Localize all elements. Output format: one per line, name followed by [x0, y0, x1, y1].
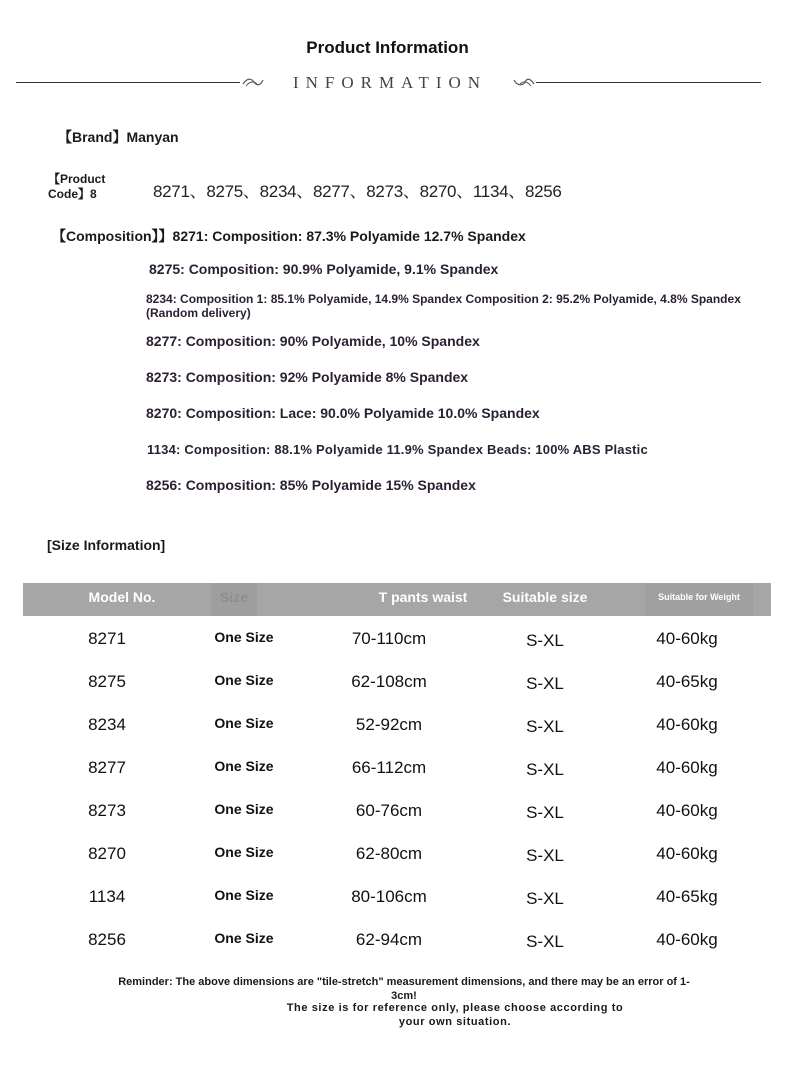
- cell-weight: 40-60kg: [656, 844, 718, 863]
- cell-model: 8271: [88, 629, 126, 648]
- cell-waist: 62-94cm: [355, 930, 423, 949]
- composition-heading: 【Composition】】8271: Composition: 87.3% Polyamide 12.7% Spandex: [52, 228, 526, 244]
- table-row: [23, 790, 771, 832]
- composition-line-1134: 1134: Composition: 88.1% Polyamide 11.9% Spandex Beads: 100% ABS Plastic: [147, 442, 648, 457]
- column-header-model: Model No.: [88, 589, 156, 605]
- cell-size: One Size: [214, 672, 274, 688]
- composition-line-8270: 8270: Composition: Lace: 90.0% Polyamide 10.0% Spandex: [146, 405, 540, 421]
- cell-weight: 40-60kg: [656, 758, 718, 777]
- product-code-label: 【Product Code】8: [48, 172, 106, 201]
- cell-waist: 70-110cm: [351, 629, 427, 648]
- column-header-size: Size: [211, 583, 257, 616]
- cell-suitable-size: S-XL: [526, 674, 564, 693]
- cell-model: 8256: [88, 930, 126, 949]
- brand-line: 【Brand】Manyan: [58, 129, 179, 145]
- cell-weight: 40-60kg: [656, 930, 718, 949]
- cell-size: One Size: [214, 930, 274, 946]
- cell-size: One Size: [214, 801, 274, 817]
- composition-line-8275: 8275: Composition: 90.9% Polyamide, 9.1% Spandex: [149, 261, 499, 277]
- cell-weight: 40-60kg: [656, 629, 718, 648]
- cell-waist: 62-108cm: [351, 672, 427, 691]
- table-row: [23, 661, 771, 703]
- table-row: [23, 704, 771, 746]
- size-table-header: [23, 583, 771, 616]
- table-row: [23, 876, 771, 918]
- cell-size: One Size: [214, 887, 274, 903]
- cell-size: One Size: [214, 715, 274, 731]
- column-header-waist: T pants waist: [378, 589, 468, 605]
- cell-suitable-size: S-XL: [526, 717, 564, 736]
- composition-line-8273: 8273: Composition: 92% Polyamide 8% Spandex: [146, 369, 469, 385]
- cell-size: One Size: [214, 844, 274, 860]
- composition-line-8277: 8277: Composition: 90% Polyamide, 10% Spandex: [146, 333, 480, 349]
- page-title: Product Information: [306, 38, 469, 57]
- cell-waist: 62-80cm: [355, 844, 423, 863]
- cell-model: 8277: [88, 758, 126, 777]
- cell-suitable-size: S-XL: [526, 803, 564, 822]
- cell-model: 8273: [88, 801, 126, 820]
- information-banner: [16, 70, 761, 96]
- table-row: [23, 919, 771, 961]
- cell-suitable-size: S-XL: [526, 846, 564, 865]
- table-row: [23, 833, 771, 875]
- product-code-values: 8271、8275、8234、8277、8273、8270、1134、8256: [153, 182, 562, 201]
- reference-note: The size is for reference only, please choose according to your own situation.: [286, 1002, 624, 1028]
- cell-waist: 66-112cm: [351, 758, 427, 777]
- composition-line-8256: 8256: Composition: 85% Polyamide 15% Spandex: [146, 477, 476, 493]
- composition-line-8234: 8234: Composition 1: 85.1% Polyamide, 14.9% Spandex Composition 2: 95.2% Polyamide, 4.8% Spandex (Random delivery): [146, 292, 741, 320]
- flourish-left-icon: [242, 75, 264, 89]
- column-header-suitable-size: Suitable size: [502, 589, 588, 605]
- cell-weight: 40-65kg: [656, 672, 718, 691]
- cell-waist: 80-106cm: [351, 887, 427, 906]
- banner-divider-left: [16, 82, 240, 83]
- column-header-weight: Suitable for Weight: [645, 583, 753, 616]
- banner-divider-right: [536, 82, 761, 83]
- cell-suitable-size: S-XL: [526, 889, 564, 908]
- flourish-right-icon: [513, 75, 535, 89]
- size-information-heading: [Size Information]: [47, 537, 166, 553]
- cell-suitable-size: S-XL: [526, 760, 564, 779]
- cell-weight: 40-65kg: [656, 887, 718, 906]
- cell-weight: 40-60kg: [656, 801, 718, 820]
- banner-word: INFORMATION: [292, 73, 488, 92]
- cell-waist: 60-76cm: [355, 801, 423, 820]
- cell-model: 8275: [88, 672, 126, 691]
- cell-model: 1134: [88, 887, 126, 906]
- cell-suitable-size: S-XL: [526, 631, 564, 650]
- cell-weight: 40-60kg: [656, 715, 718, 734]
- table-row: [23, 618, 771, 660]
- reminder-note: Reminder: The above dimensions are "tile-stretch" measurement dimensions, and there may be an error of 1-3cm!: [118, 976, 690, 1002]
- cell-model: 8234: [88, 715, 126, 734]
- cell-suitable-size: S-XL: [526, 932, 564, 951]
- table-row: [23, 747, 771, 789]
- cell-size: One Size: [214, 629, 274, 645]
- cell-model: 8270: [88, 844, 126, 863]
- cell-size: One Size: [214, 758, 274, 774]
- cell-waist: 52-92cm: [355, 715, 423, 734]
